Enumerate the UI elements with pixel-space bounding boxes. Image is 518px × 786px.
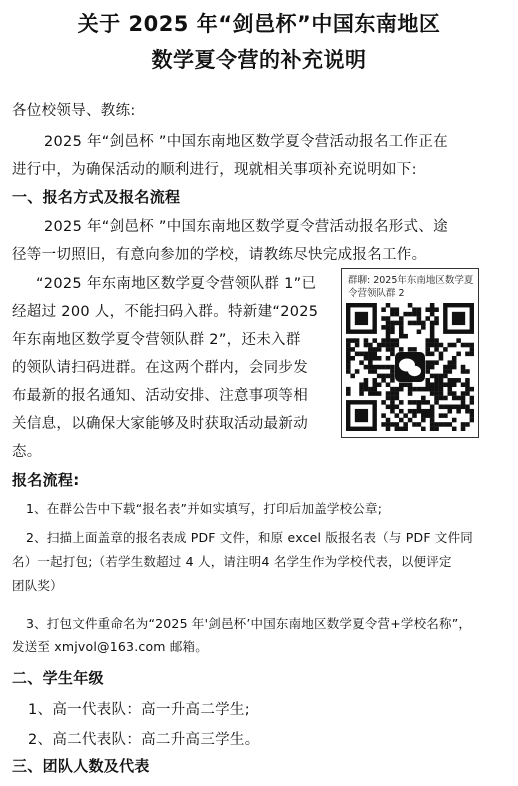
step-2-line-1: 2、扫描上面盖章的报名表成 PDF 文件，和原 excel 版报名表（与 PDF 文件同: [26, 530, 473, 545]
section-2-heading: 二、学生年级: [12, 669, 104, 687]
group-para-line-1: “2025 年东南地区数学夏令营领队群 1”已: [36, 276, 317, 292]
section-1-line-1: 2025 年“剑邑杯 ”中国东南地区数学夏令营活动报名形式、途: [44, 219, 448, 235]
step-2-line-3: 团队奖）: [12, 578, 63, 593]
group-para-line-6: 关信息，以确保大家能够及时获取活动最新动: [12, 416, 308, 432]
group-para-line-7: 态。: [12, 444, 42, 460]
section-3-heading: 三、团队人数及代表: [12, 757, 150, 775]
document-title-line-2: 数学夏令营的补充说明: [151, 48, 367, 72]
section-1-line-2: 径等一切照旧，有意向参加的学校，请教练尽快完成报名工作。: [12, 247, 427, 263]
step-3-line-1: 3、打包文件重命名为“2025 年'剑邑杯’中国东南地区数学夏令营+学校名称”，: [26, 616, 472, 631]
greeting: 各位校领导、教练:: [12, 103, 136, 119]
wechat-group-qr-card[interactable]: [341, 268, 479, 438]
step-2-line-2: 名）一起打包;（若学生数超过 4 人，请注明4 名学生作为学校代表，以便评定: [12, 554, 452, 569]
qr-caption: 群聊: 2025年东南地区数学夏令营领队群 2: [348, 275, 474, 299]
step-1: 1、在群公告中下载“报名表”并如实填写，打印后加盖学校公章;: [26, 501, 383, 516]
qr-code-image[interactable]: [346, 303, 474, 431]
group-para-line-5: 布最新的报名通知、活动安排、注意事项等相: [12, 388, 308, 404]
intro-line-2: 进行中，为确保活动的顺利进行，现就相关事项补充说明如下:: [12, 162, 417, 178]
grade-1: 1、高一代表队：高一升高二学生;: [28, 702, 250, 718]
group-para-line-3: 年东南地区数学夏令营领队群 2”，还未入群: [12, 332, 301, 348]
group-para-line-4: 的领队请扫码进群。在这两个群内，会同步发: [12, 360, 308, 376]
intro-line-1: 2025 年“剑邑杯 ”中国东南地区数学夏令营活动报名工作正在: [44, 134, 448, 150]
section-1-heading: 一、报名方式及报名流程: [12, 188, 181, 206]
group-para-line-2: 经超过 200 人，不能扫码入群。特新建“2025: [12, 304, 319, 320]
document-title-line-1: 关于 2025 年“剑邑杯”中国东南地区: [77, 12, 441, 36]
process-heading: 报名流程:: [12, 471, 80, 489]
grade-2: 2、高二代表队：高二升高三学生。: [28, 732, 260, 748]
step-3-line-2: 发送至 xmjvol@163.com 邮箱。: [12, 639, 208, 654]
